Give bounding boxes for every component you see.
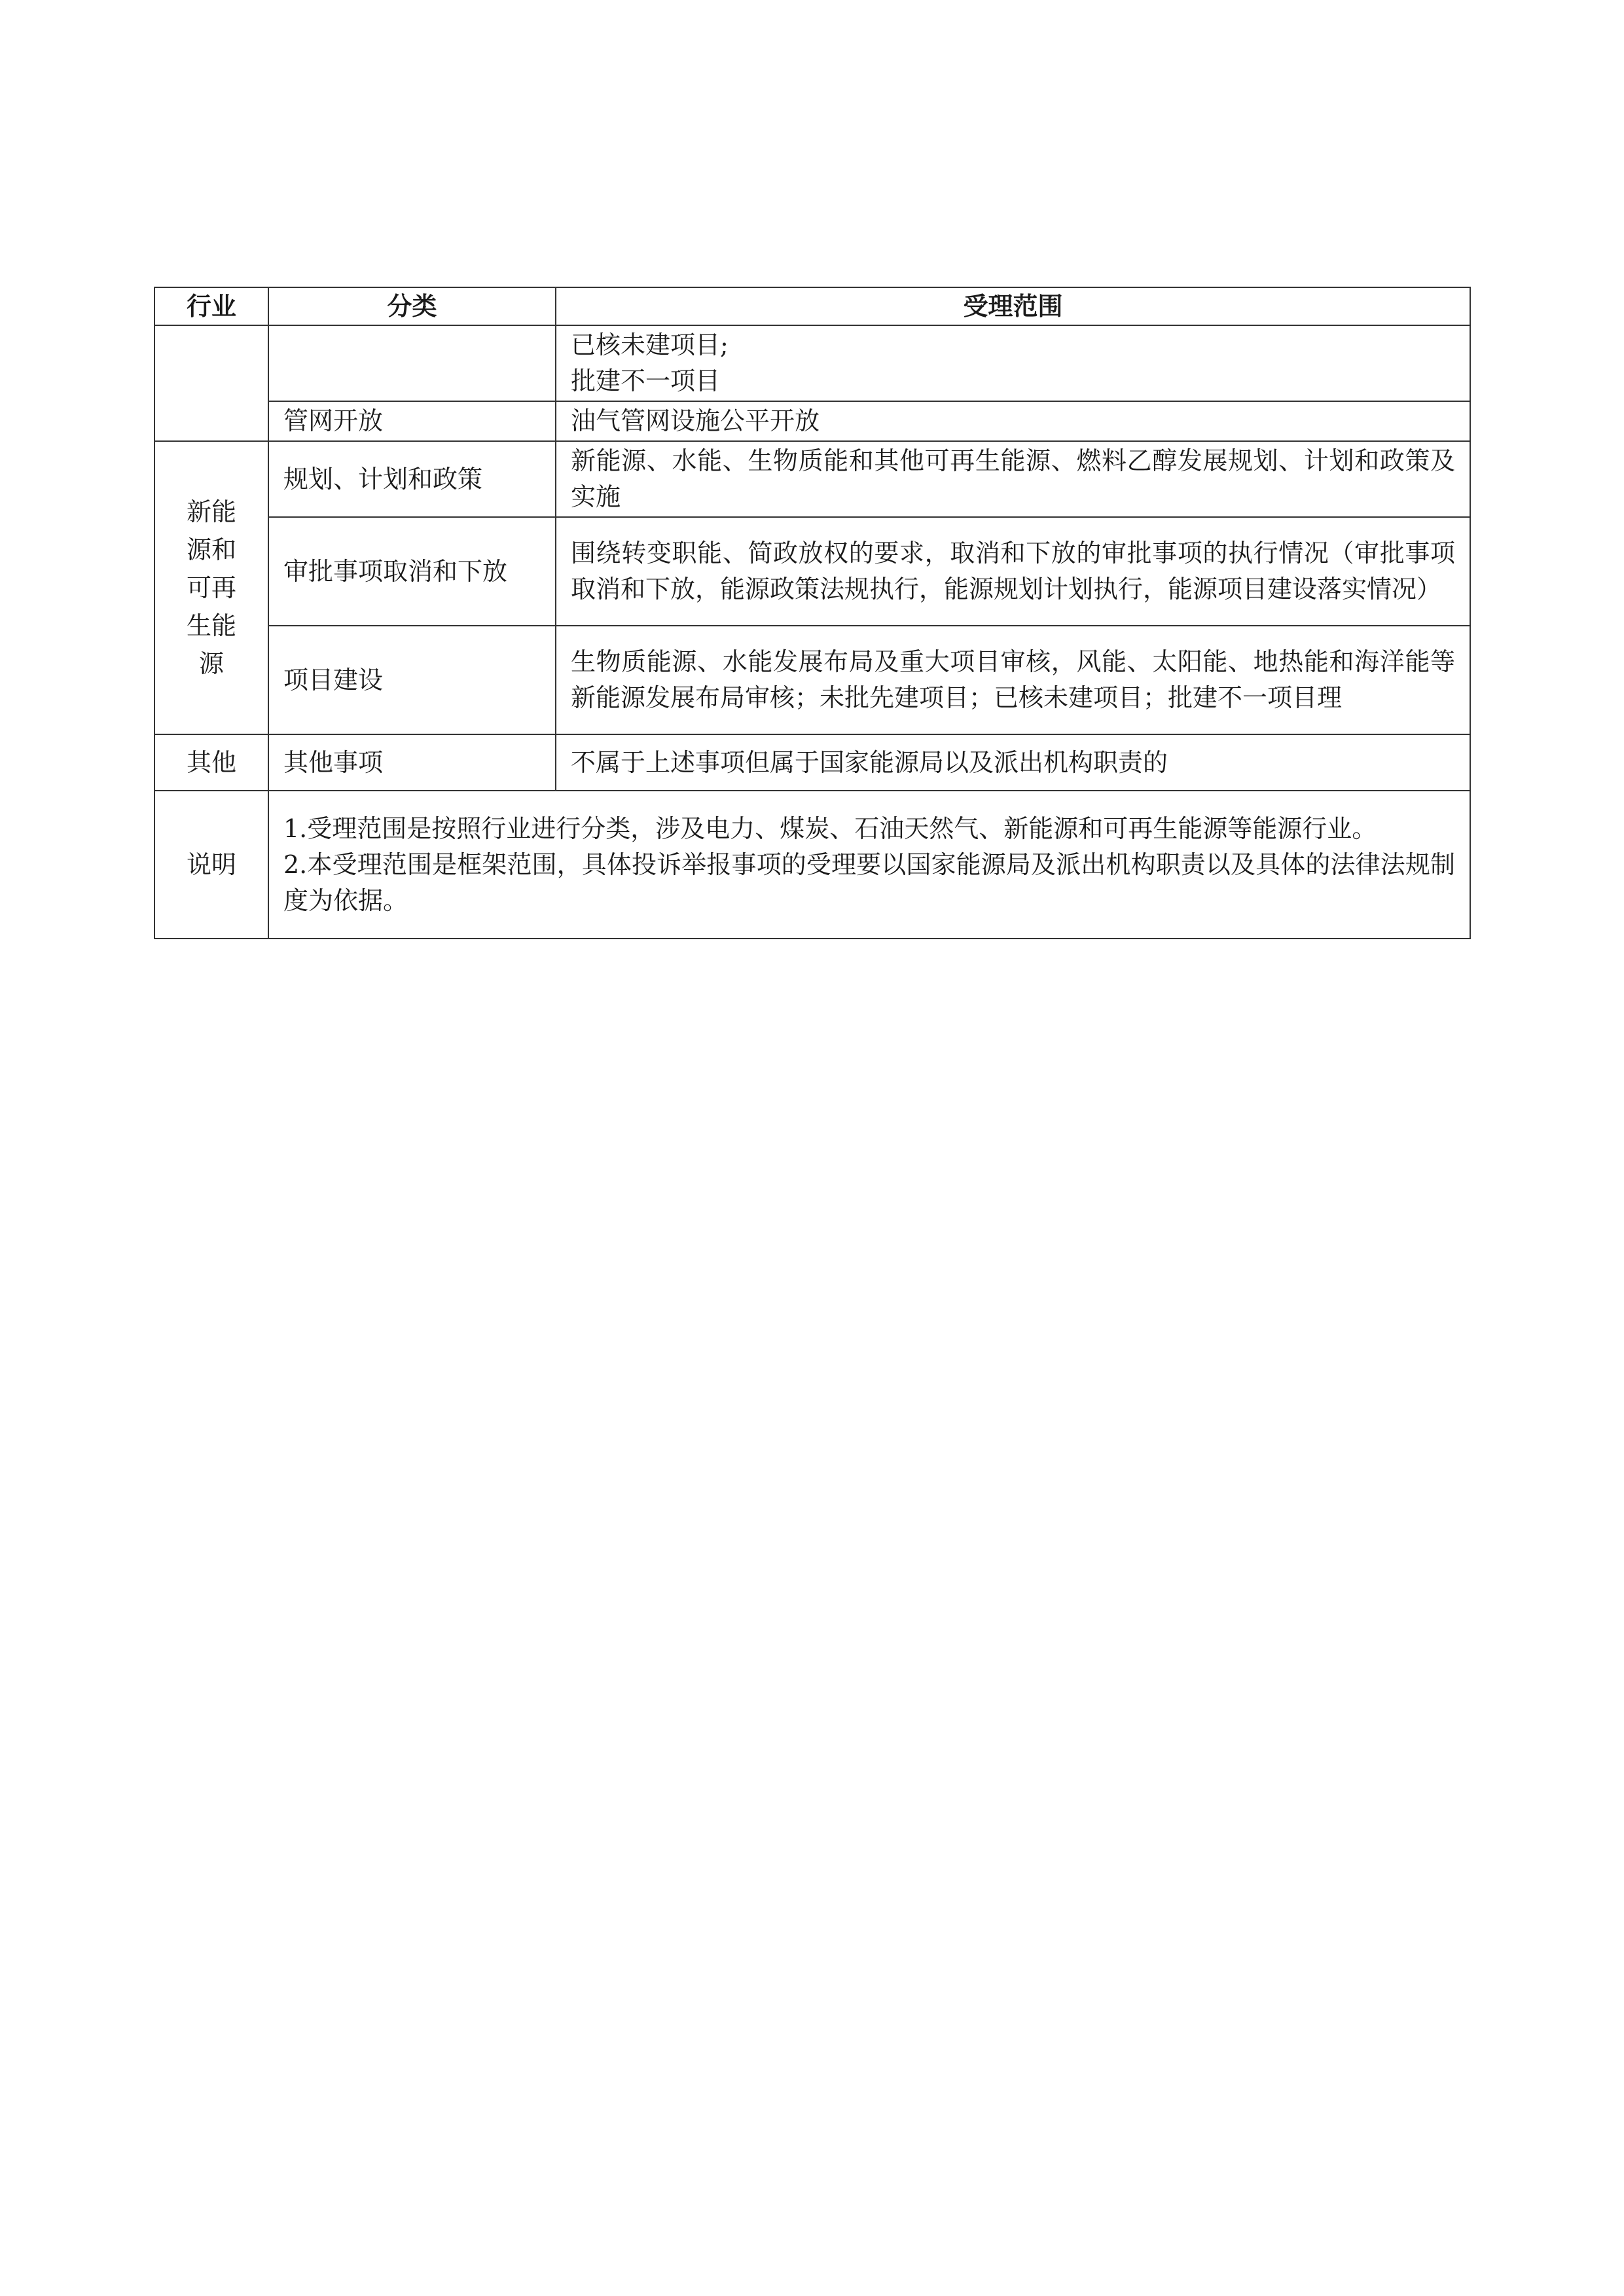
notes-label: 说明 (154, 791, 268, 939)
header-scope: 受理范围 (556, 287, 1470, 325)
table-row (154, 325, 1470, 401)
category-cell: 其他事项 (268, 734, 556, 791)
table-row (154, 441, 1470, 517)
industry-cell-continued (154, 325, 268, 441)
scope-cell: 新能源、水能、生物质能和其他可再生能源、燃料乙醇发展规划、计划和政策及实施 (556, 441, 1470, 517)
scope-line: 批建不一项目 (571, 367, 721, 395)
category-cell (268, 325, 556, 401)
table-row (154, 401, 1470, 441)
header-category: 分类 (268, 287, 556, 325)
category-cell: 规划、计划和政策 (268, 441, 556, 517)
notes-content (268, 791, 1470, 939)
scope-cell: 不属于上述事项但属于国家能源局以及派出机构职责的 (556, 734, 1470, 791)
industry-line: 可再 (186, 573, 236, 602)
scope-cell: 围绕转变职能、简政放权的要求，取消和下放的审批事项的执行情况（审批事项取消和下放，能源政策法规执行，能源规划计划执行，能源项目建设落实情况） (556, 517, 1470, 626)
header-industry: 行业 (154, 287, 268, 325)
category-cell: 审批事项取消和下放 (268, 517, 556, 626)
scope-cell (556, 325, 1470, 401)
note-item: 2.本受理范围是框架范围，具体投诉举报事项的受理要以国家能源局及派出机构职责以及具体的法律法规制度为依据。 (283, 850, 1455, 915)
industry-cell-renewable (154, 441, 268, 734)
notes-row (154, 791, 1470, 939)
table-header-row (154, 287, 1470, 325)
industry-line: 源 (198, 649, 224, 678)
note-item: 1.受理范围是按照行业进行分类，涉及电力、煤炭、石油天然气、新能源和可再生能源等能源行业。 (283, 814, 1377, 843)
category-cell: 项目建设 (268, 626, 556, 734)
industry-line: 新能 (186, 497, 236, 526)
industry-line: 源和 (186, 535, 236, 564)
scope-cell: 油气管网设施公平开放 (556, 401, 1470, 441)
scope-line: 已核未建项目; (571, 331, 729, 359)
table-row (154, 626, 1470, 734)
scope-cell: 生物质能源、水能发展布局及重大项目审核，风能、太阳能、地热能和海洋能等新能源发展布局审核；未批先建项目；已核未建项目；批建不一项目理 (556, 626, 1470, 734)
category-cell: 管网开放 (268, 401, 556, 441)
table-row (154, 517, 1470, 626)
complaint-scope-table (154, 287, 1471, 939)
industry-cell-other: 其他 (154, 734, 268, 791)
table-row (154, 734, 1470, 791)
industry-line: 生能 (186, 611, 236, 640)
